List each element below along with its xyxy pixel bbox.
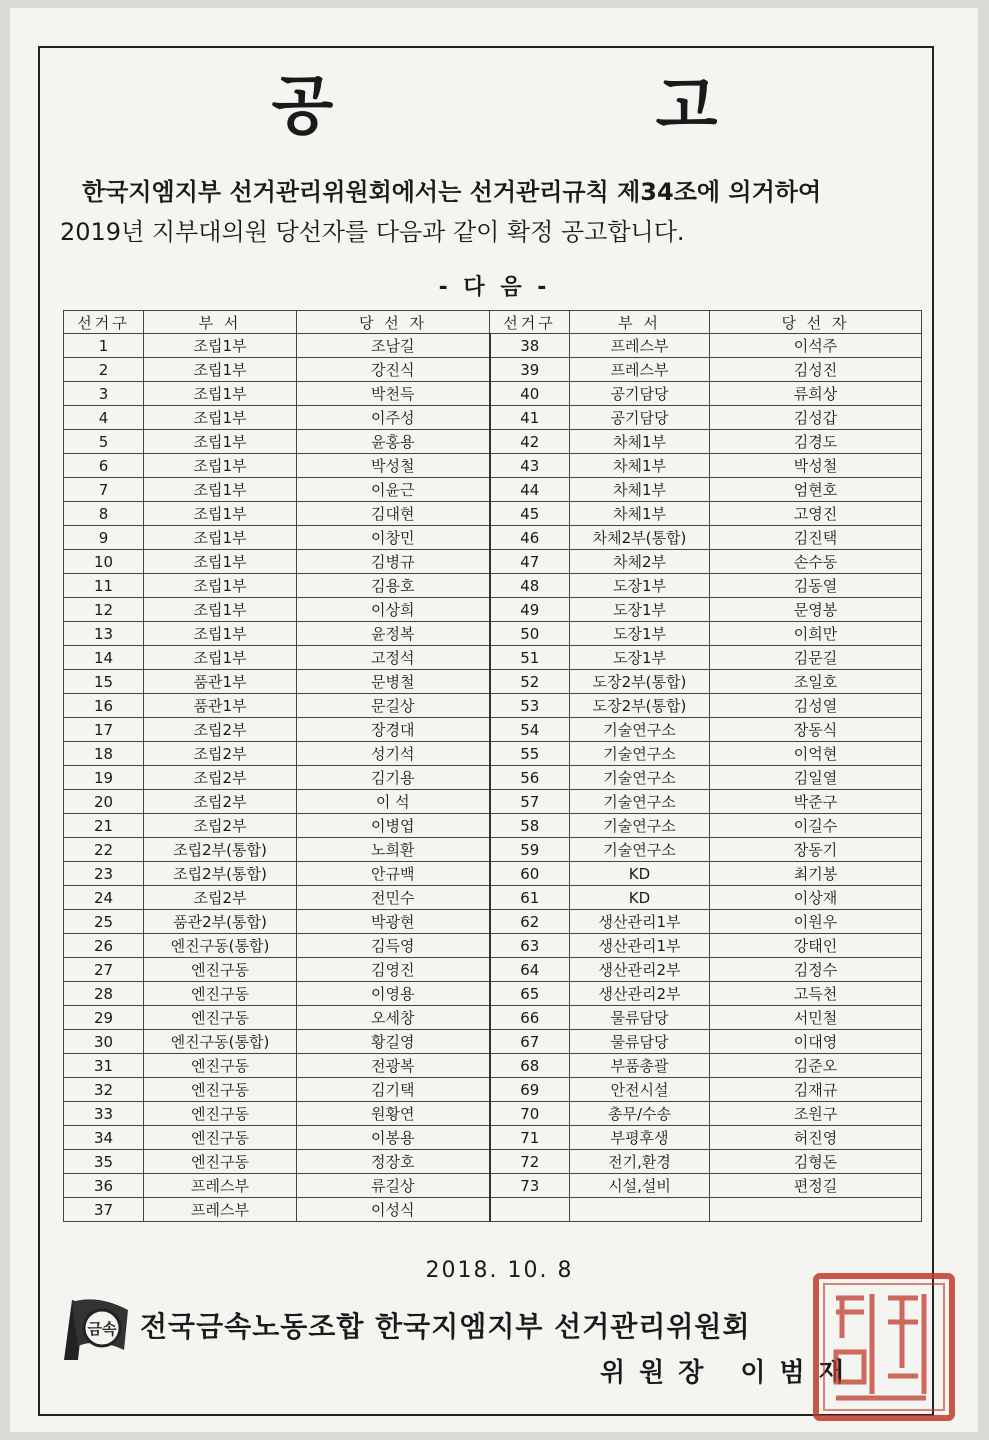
official-seal-icon bbox=[812, 1272, 956, 1422]
district-number-left: 34 bbox=[64, 1126, 144, 1150]
department-right bbox=[570, 1198, 710, 1222]
table-header-row bbox=[64, 311, 922, 334]
district-number-right: 47 bbox=[490, 550, 570, 574]
department-right: 도장1부 bbox=[570, 646, 710, 670]
department-left: 프레스부 bbox=[144, 1198, 297, 1222]
district-number-right: 39 bbox=[490, 358, 570, 382]
department-right: KD bbox=[570, 862, 710, 886]
district-number-left: 6 bbox=[64, 454, 144, 478]
department-right: 안전시설 bbox=[570, 1078, 710, 1102]
district-number-left: 10 bbox=[64, 550, 144, 574]
winner-name-left: 윤정복 bbox=[297, 622, 490, 646]
winner-name-right: 김성진 bbox=[710, 358, 922, 382]
winner-name-left: 성기석 bbox=[297, 742, 490, 766]
winners-table bbox=[63, 310, 922, 1222]
department-right: 부품총괄 bbox=[570, 1054, 710, 1078]
department-left: 조립1부 bbox=[144, 526, 297, 550]
department-right: 생산관리2부 bbox=[570, 982, 710, 1006]
winner-name-right: 이길수 bbox=[710, 814, 922, 838]
district-number-left: 17 bbox=[64, 718, 144, 742]
department-left: 엔진구동(통합) bbox=[144, 1030, 297, 1054]
district-number-right: 51 bbox=[490, 646, 570, 670]
table-row bbox=[64, 766, 922, 790]
table-row bbox=[64, 1078, 922, 1102]
winner-name-left: 박천득 bbox=[297, 382, 490, 406]
district-number-left: 16 bbox=[64, 694, 144, 718]
department-left: 엔진구동(통합) bbox=[144, 934, 297, 958]
winner-name-right: 류희상 bbox=[710, 382, 922, 406]
department-left: 엔진구동 bbox=[144, 1150, 297, 1174]
winner-name-right: 장동기 bbox=[710, 838, 922, 862]
department-left: 품관1부 bbox=[144, 670, 297, 694]
winner-name-left: 이주성 bbox=[297, 406, 490, 430]
district-number-right: 49 bbox=[490, 598, 570, 622]
winner-name-left: 이봉용 bbox=[297, 1126, 490, 1150]
winner-name-right: 이석주 bbox=[710, 334, 922, 358]
department-right: 기술연구소 bbox=[570, 814, 710, 838]
table-row bbox=[64, 670, 922, 694]
winner-name-left: 전민수 bbox=[297, 886, 490, 910]
district-number-left: 14 bbox=[64, 646, 144, 670]
winner-name-right: 이억현 bbox=[710, 742, 922, 766]
district-number-left: 32 bbox=[64, 1078, 144, 1102]
district-number-left: 2 bbox=[64, 358, 144, 382]
district-number-right: 66 bbox=[490, 1006, 570, 1030]
header-winner-right: 당 선 자 bbox=[710, 311, 922, 334]
table-row bbox=[64, 694, 922, 718]
district-number-right: 69 bbox=[490, 1078, 570, 1102]
winner-name-left: 이성식 bbox=[297, 1198, 490, 1222]
winner-name-right: 편정길 bbox=[710, 1174, 922, 1198]
district-number-left: 11 bbox=[64, 574, 144, 598]
table-row bbox=[64, 862, 922, 886]
district-number-right: 42 bbox=[490, 430, 570, 454]
department-right: KD bbox=[570, 886, 710, 910]
winner-name-left: 김기용 bbox=[297, 766, 490, 790]
table-row bbox=[64, 1006, 922, 1030]
department-left: 조립1부 bbox=[144, 622, 297, 646]
winner-name-left: 김득영 bbox=[297, 934, 490, 958]
winner-name-right: 장동식 bbox=[710, 718, 922, 742]
winner-name-left: 정장호 bbox=[297, 1150, 490, 1174]
district-number-right: 63 bbox=[490, 934, 570, 958]
winner-name-right: 김경도 bbox=[710, 430, 922, 454]
table-row bbox=[64, 598, 922, 622]
table-row bbox=[64, 982, 922, 1006]
winner-name-right: 최기봉 bbox=[710, 862, 922, 886]
district-number-right: 68 bbox=[490, 1054, 570, 1078]
department-left: 엔진구동 bbox=[144, 1054, 297, 1078]
department-right: 도장2부(통합) bbox=[570, 694, 710, 718]
district-number-right: 52 bbox=[490, 670, 570, 694]
table-row bbox=[64, 958, 922, 982]
winner-name-left: 김용호 bbox=[297, 574, 490, 598]
table-row bbox=[64, 358, 922, 382]
department-right: 공기담당 bbox=[570, 406, 710, 430]
winner-name-right: 허진영 bbox=[710, 1126, 922, 1150]
table-row bbox=[64, 718, 922, 742]
intro-line-1: 한국지엠지부 선거관리위원회에서는 선거관리규칙 제34조에 의거하여 bbox=[82, 178, 822, 206]
department-right: 부평후생 bbox=[570, 1126, 710, 1150]
table-row bbox=[64, 646, 922, 670]
department-left: 엔진구동 bbox=[144, 1006, 297, 1030]
department-right: 생산관리1부 bbox=[570, 910, 710, 934]
header-district-right: 선거구 bbox=[490, 311, 570, 334]
district-number-right: 72 bbox=[490, 1150, 570, 1174]
district-number-left: 4 bbox=[64, 406, 144, 430]
department-right: 프레스부 bbox=[570, 334, 710, 358]
winner-name-left: 전광복 bbox=[297, 1054, 490, 1078]
winner-name-right: 조일호 bbox=[710, 670, 922, 694]
district-number-left: 36 bbox=[64, 1174, 144, 1198]
winner-name-right: 고득천 bbox=[710, 982, 922, 1006]
district-number-left: 28 bbox=[64, 982, 144, 1006]
union-logo-icon bbox=[58, 1290, 134, 1366]
winner-name-left: 김영진 bbox=[297, 958, 490, 982]
department-right: 물류담당 bbox=[570, 1006, 710, 1030]
department-right: 차체2부(통합) bbox=[570, 526, 710, 550]
district-number-right: 73 bbox=[490, 1174, 570, 1198]
district-number-right: 59 bbox=[490, 838, 570, 862]
district-number-right: 45 bbox=[490, 502, 570, 526]
notice-intro bbox=[60, 172, 930, 252]
department-left: 조립2부 bbox=[144, 766, 297, 790]
district-number-left: 29 bbox=[64, 1006, 144, 1030]
chairman-name: 위원장 이범재 bbox=[600, 1358, 858, 1388]
department-right: 프레스부 bbox=[570, 358, 710, 382]
table-row bbox=[64, 454, 922, 478]
department-right: 기술연구소 bbox=[570, 718, 710, 742]
district-number-right: 62 bbox=[490, 910, 570, 934]
district-number-right: 60 bbox=[490, 862, 570, 886]
table-row bbox=[64, 1150, 922, 1174]
department-left: 조립2부 bbox=[144, 814, 297, 838]
district-number-right: 71 bbox=[490, 1126, 570, 1150]
district-number-left: 26 bbox=[64, 934, 144, 958]
district-number-left: 37 bbox=[64, 1198, 144, 1222]
district-number-right: 65 bbox=[490, 982, 570, 1006]
district-number-right: 57 bbox=[490, 790, 570, 814]
district-number-left: 27 bbox=[64, 958, 144, 982]
department-left: 조립2부(통합) bbox=[144, 838, 297, 862]
winner-name-right: 문영봉 bbox=[710, 598, 922, 622]
table-row bbox=[64, 1198, 922, 1222]
district-number-right: 61 bbox=[490, 886, 570, 910]
winner-name-right: 손수동 bbox=[710, 550, 922, 574]
department-right: 물류담당 bbox=[570, 1030, 710, 1054]
department-left: 조립2부 bbox=[144, 742, 297, 766]
table-row bbox=[64, 430, 922, 454]
district-number-left: 23 bbox=[64, 862, 144, 886]
department-left: 조립2부(통합) bbox=[144, 862, 297, 886]
table-row bbox=[64, 1054, 922, 1078]
logo-text: 금속 bbox=[87, 1320, 117, 1338]
district-number-left: 31 bbox=[64, 1054, 144, 1078]
district-number-left: 20 bbox=[64, 790, 144, 814]
department-left: 조립2부 bbox=[144, 886, 297, 910]
district-number-left: 21 bbox=[64, 814, 144, 838]
winner-name-right bbox=[710, 1198, 922, 1222]
table-row bbox=[64, 838, 922, 862]
district-number-left: 24 bbox=[64, 886, 144, 910]
department-left: 조립1부 bbox=[144, 646, 297, 670]
header-dept-right: 부 서 bbox=[570, 311, 710, 334]
district-number-left: 30 bbox=[64, 1030, 144, 1054]
department-right: 도장1부 bbox=[570, 622, 710, 646]
table-row bbox=[64, 1174, 922, 1198]
district-number-left: 1 bbox=[64, 334, 144, 358]
winner-name-right: 김재규 bbox=[710, 1078, 922, 1102]
department-right: 차체2부 bbox=[570, 550, 710, 574]
winner-name-left: 김기택 bbox=[297, 1078, 490, 1102]
header-district-left: 선거구 bbox=[64, 311, 144, 334]
department-right: 도장2부(통합) bbox=[570, 670, 710, 694]
district-number-right bbox=[490, 1198, 570, 1222]
department-left: 조립1부 bbox=[144, 382, 297, 406]
district-number-right: 46 bbox=[490, 526, 570, 550]
department-right: 기술연구소 bbox=[570, 838, 710, 862]
table-row bbox=[64, 574, 922, 598]
department-right: 시설,설비 bbox=[570, 1174, 710, 1198]
winner-name-left: 이윤근 bbox=[297, 478, 490, 502]
department-right: 차체1부 bbox=[570, 454, 710, 478]
header-winner-left: 당 선 자 bbox=[297, 311, 490, 334]
department-right: 공기담당 bbox=[570, 382, 710, 406]
table-row bbox=[64, 406, 922, 430]
winner-name-right: 이원우 bbox=[710, 910, 922, 934]
winner-name-right: 조원구 bbox=[710, 1102, 922, 1126]
winner-name-left: 조남길 bbox=[297, 334, 490, 358]
table-row bbox=[64, 910, 922, 934]
department-left: 조립2부 bbox=[144, 718, 297, 742]
winner-name-left: 박성철 bbox=[297, 454, 490, 478]
department-right: 차체1부 bbox=[570, 430, 710, 454]
winner-name-right: 이상재 bbox=[710, 886, 922, 910]
winner-name-left: 이 석 bbox=[297, 790, 490, 814]
district-number-right: 41 bbox=[490, 406, 570, 430]
district-number-left: 15 bbox=[64, 670, 144, 694]
department-left: 엔진구동 bbox=[144, 982, 297, 1006]
winner-name-left: 윤홍용 bbox=[297, 430, 490, 454]
winner-name-left: 김병규 bbox=[297, 550, 490, 574]
district-number-right: 56 bbox=[490, 766, 570, 790]
district-number-right: 70 bbox=[490, 1102, 570, 1126]
organization-name: 전국금속노동조합 한국지엠지부 선거관리위원회 bbox=[140, 1310, 751, 1343]
table-row bbox=[64, 742, 922, 766]
department-right: 차체1부 bbox=[570, 502, 710, 526]
district-number-right: 64 bbox=[490, 958, 570, 982]
department-right: 생산관리1부 bbox=[570, 934, 710, 958]
department-right: 기술연구소 bbox=[570, 742, 710, 766]
winner-name-right: 김정수 bbox=[710, 958, 922, 982]
table-row bbox=[64, 478, 922, 502]
intro-line-2: 2019년 지부대의원 당선자를 다음과 같이 확정 공고합니다. bbox=[60, 218, 685, 246]
department-right: 도장1부 bbox=[570, 574, 710, 598]
winner-name-left: 류길상 bbox=[297, 1174, 490, 1198]
district-number-right: 44 bbox=[490, 478, 570, 502]
table-row bbox=[64, 1030, 922, 1054]
district-number-right: 40 bbox=[490, 382, 570, 406]
winner-name-left: 김대현 bbox=[297, 502, 490, 526]
winner-name-left: 이창민 bbox=[297, 526, 490, 550]
winner-name-left: 황길영 bbox=[297, 1030, 490, 1054]
winner-name-left: 원황연 bbox=[297, 1102, 490, 1126]
winner-name-right: 박성철 bbox=[710, 454, 922, 478]
winner-name-left: 박광현 bbox=[297, 910, 490, 934]
winner-name-left: 이병엽 bbox=[297, 814, 490, 838]
winner-name-left: 노희환 bbox=[297, 838, 490, 862]
winner-name-left: 이영용 bbox=[297, 982, 490, 1006]
department-left: 조립1부 bbox=[144, 334, 297, 358]
table-row bbox=[64, 502, 922, 526]
winner-name-right: 김성갑 bbox=[710, 406, 922, 430]
department-right: 기술연구소 bbox=[570, 766, 710, 790]
department-left: 엔진구동 bbox=[144, 958, 297, 982]
table-row bbox=[64, 1102, 922, 1126]
district-number-right: 55 bbox=[490, 742, 570, 766]
department-left: 조립2부 bbox=[144, 790, 297, 814]
district-number-right: 53 bbox=[490, 694, 570, 718]
notice-title: 공 고 bbox=[271, 70, 868, 144]
notice-date: 2018. 10. 8 bbox=[425, 1258, 574, 1283]
district-number-right: 43 bbox=[490, 454, 570, 478]
table-row bbox=[64, 934, 922, 958]
district-number-left: 8 bbox=[64, 502, 144, 526]
department-left: 조립1부 bbox=[144, 406, 297, 430]
table-row bbox=[64, 526, 922, 550]
winner-name-left: 강진식 bbox=[297, 358, 490, 382]
district-number-left: 35 bbox=[64, 1150, 144, 1174]
winner-name-right: 김형돈 bbox=[710, 1150, 922, 1174]
district-number-left: 5 bbox=[64, 430, 144, 454]
department-right: 기술연구소 bbox=[570, 790, 710, 814]
district-number-left: 3 bbox=[64, 382, 144, 406]
department-right: 도장1부 bbox=[570, 598, 710, 622]
department-right: 전기,환경 bbox=[570, 1150, 710, 1174]
district-number-left: 9 bbox=[64, 526, 144, 550]
district-number-left: 19 bbox=[64, 766, 144, 790]
winner-name-right: 김준오 bbox=[710, 1054, 922, 1078]
district-number-right: 50 bbox=[490, 622, 570, 646]
winner-name-left: 문길상 bbox=[297, 694, 490, 718]
department-left: 조립1부 bbox=[144, 598, 297, 622]
winner-name-left: 안규백 bbox=[297, 862, 490, 886]
winner-name-right: 이대영 bbox=[710, 1030, 922, 1054]
district-number-right: 54 bbox=[490, 718, 570, 742]
winner-name-right: 강태인 bbox=[710, 934, 922, 958]
table-row bbox=[64, 886, 922, 910]
table-row bbox=[64, 1126, 922, 1150]
table-row bbox=[64, 334, 922, 358]
header-dept-left: 부 서 bbox=[144, 311, 297, 334]
department-left: 조립1부 bbox=[144, 478, 297, 502]
district-number-left: 18 bbox=[64, 742, 144, 766]
department-left: 품관2부(통합) bbox=[144, 910, 297, 934]
winner-name-right: 김성열 bbox=[710, 694, 922, 718]
table-row bbox=[64, 550, 922, 574]
district-number-left: 33 bbox=[64, 1102, 144, 1126]
department-left: 조립1부 bbox=[144, 574, 297, 598]
winner-name-right: 김진택 bbox=[710, 526, 922, 550]
table-row bbox=[64, 790, 922, 814]
winner-name-right: 박준구 bbox=[710, 790, 922, 814]
subheading: - 다 음 - bbox=[438, 275, 551, 300]
table-row bbox=[64, 814, 922, 838]
winner-name-right: 김일열 bbox=[710, 766, 922, 790]
district-number-left: 13 bbox=[64, 622, 144, 646]
table-row bbox=[64, 382, 922, 406]
winner-name-right: 이희만 bbox=[710, 622, 922, 646]
department-left: 조립1부 bbox=[144, 550, 297, 574]
department-left: 조립1부 bbox=[144, 430, 297, 454]
winner-name-left: 오세창 bbox=[297, 1006, 490, 1030]
department-right: 차체1부 bbox=[570, 478, 710, 502]
department-left: 엔진구동 bbox=[144, 1078, 297, 1102]
winner-name-left: 장경대 bbox=[297, 718, 490, 742]
winner-name-right: 김문길 bbox=[710, 646, 922, 670]
winner-name-left: 고정석 bbox=[297, 646, 490, 670]
department-left: 조립1부 bbox=[144, 502, 297, 526]
district-number-left: 7 bbox=[64, 478, 144, 502]
district-number-left: 12 bbox=[64, 598, 144, 622]
district-number-left: 25 bbox=[64, 910, 144, 934]
department-left: 엔진구동 bbox=[144, 1102, 297, 1126]
department-right: 생산관리2부 bbox=[570, 958, 710, 982]
district-number-right: 67 bbox=[490, 1030, 570, 1054]
district-number-right: 38 bbox=[490, 334, 570, 358]
department-right: 총무/수송 bbox=[570, 1102, 710, 1126]
winner-name-right: 엄현호 bbox=[710, 478, 922, 502]
department-left: 조립1부 bbox=[144, 454, 297, 478]
department-left: 품관1부 bbox=[144, 694, 297, 718]
department-left: 조립1부 bbox=[144, 358, 297, 382]
district-number-right: 48 bbox=[490, 574, 570, 598]
table-row bbox=[64, 622, 922, 646]
winner-name-left: 이상희 bbox=[297, 598, 490, 622]
district-number-right: 58 bbox=[490, 814, 570, 838]
district-number-left: 22 bbox=[64, 838, 144, 862]
winner-name-left: 문병철 bbox=[297, 670, 490, 694]
department-left: 프레스부 bbox=[144, 1174, 297, 1198]
winner-name-right: 김동열 bbox=[710, 574, 922, 598]
winner-name-right: 서민철 bbox=[710, 1006, 922, 1030]
department-left: 엔진구동 bbox=[144, 1126, 297, 1150]
winner-name-right: 고영진 bbox=[710, 502, 922, 526]
